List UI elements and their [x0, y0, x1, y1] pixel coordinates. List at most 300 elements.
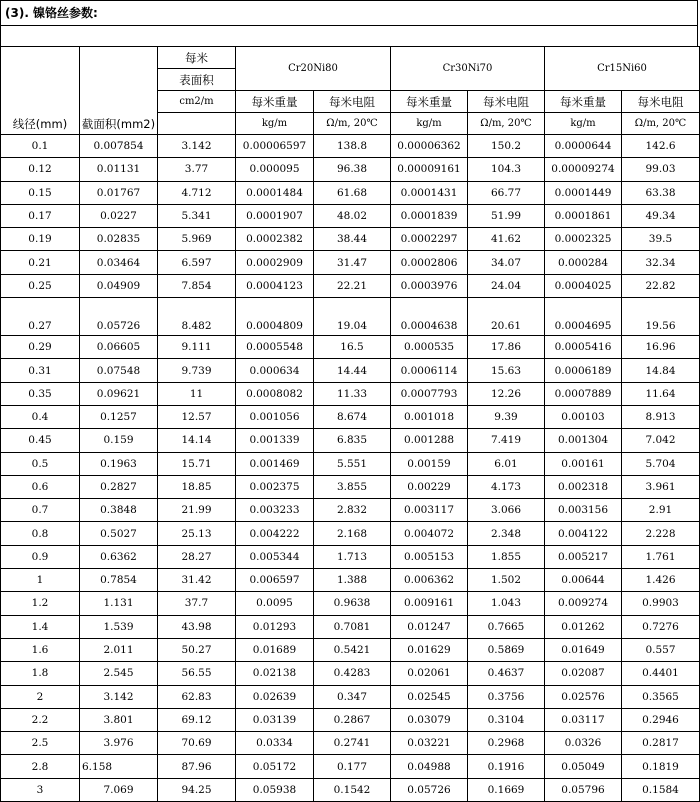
cell-surface: 12.57	[158, 405, 236, 428]
cell-w2: 0.009161	[391, 592, 468, 615]
cell-diameter: 3	[1, 778, 80, 801]
cell-surface: 43.98	[158, 615, 236, 638]
cell-surface: 25.13	[158, 522, 236, 545]
header-resistance-unit-1: Ω/m, 20℃	[314, 113, 391, 135]
cell-diameter: 0.21	[1, 251, 80, 274]
table-row	[1, 778, 700, 801]
cell-r1: 96.38	[314, 158, 391, 181]
cell-w3: 0.03117	[545, 708, 622, 731]
cell-r1: 14.44	[314, 359, 391, 382]
cell-area: 1.131	[80, 592, 158, 615]
cell-surface: 31.42	[158, 569, 236, 592]
table-row	[1, 274, 700, 297]
cell-w1: 0.0002382	[236, 228, 314, 251]
cell-w1: 0.0002909	[236, 251, 314, 274]
table-row	[1, 228, 700, 251]
cell-diameter: 0.9	[1, 545, 80, 568]
header-surface-line1: 每米	[158, 47, 236, 69]
cell-w3: 0.003156	[545, 499, 622, 522]
cell-r2: 34.07	[468, 251, 545, 274]
cell-w2: 0.03079	[391, 708, 468, 731]
cell-diameter: 0.45	[1, 429, 80, 452]
cell-r1: 0.4283	[314, 662, 391, 685]
cell-w2: 0.0006114	[391, 359, 468, 382]
cell-w1: 0.0334	[236, 732, 314, 755]
cell-w2: 0.001018	[391, 405, 468, 428]
cell-area: 0.5027	[80, 522, 158, 545]
cell-r2: 17.86	[468, 336, 545, 359]
table-row	[1, 429, 700, 452]
table-row	[1, 755, 700, 778]
cell-r3: 0.3565	[622, 685, 700, 708]
table-row	[1, 592, 700, 615]
cell-w1: 0.005344	[236, 545, 314, 568]
cell-r1: 0.2867	[314, 708, 391, 731]
cell-area: 3.142	[80, 685, 158, 708]
cell-r3: 2.91	[622, 499, 700, 522]
cell-w2: 0.00229	[391, 475, 468, 498]
cell-r2: 1.043	[468, 592, 545, 615]
cell-surface: 94.25	[158, 778, 236, 801]
cell-surface: 87.96	[158, 755, 236, 778]
cell-area: 0.1257	[80, 405, 158, 428]
table-row	[1, 158, 700, 181]
cell-diameter: 0.5	[1, 452, 80, 475]
cell-surface: 21.99	[158, 499, 236, 522]
cell-r2: 41.62	[468, 228, 545, 251]
cell-r2: 1.855	[468, 545, 545, 568]
cell-area: 0.07548	[80, 359, 158, 382]
cell-diameter: 0.15	[1, 181, 80, 204]
cell-area: 7.069	[80, 778, 158, 801]
cell-r2: 0.2968	[468, 732, 545, 755]
cell-w2: 0.01247	[391, 615, 468, 638]
header-resistance-unit-2: Ω/m, 20℃	[468, 113, 545, 135]
cell-diameter: 0.1	[1, 135, 80, 158]
cell-surface: 3.142	[158, 135, 236, 158]
cell-r2: 2.348	[468, 522, 545, 545]
cell-w3: 0.05049	[545, 755, 622, 778]
cell-w2: 0.04988	[391, 755, 468, 778]
cell-diameter: 0.25	[1, 274, 80, 297]
table-row	[1, 475, 700, 498]
cell-w3: 0.009274	[545, 592, 622, 615]
header-resistance-1: 每米电阻	[314, 91, 391, 113]
cell-r1: 19.04	[314, 298, 391, 336]
table-title: (3). 镍铬丝参数:	[0, 0, 698, 25]
cell-w1: 0.006597	[236, 569, 314, 592]
cell-diameter: 0.7	[1, 499, 80, 522]
cell-surface: 15.71	[158, 452, 236, 475]
cell-w3: 0.00644	[545, 569, 622, 592]
cell-w1: 0.0004123	[236, 274, 314, 297]
cell-w2: 0.00159	[391, 452, 468, 475]
cell-w3: 0.0001449	[545, 181, 622, 204]
cell-diameter: 0.27	[1, 298, 80, 336]
cell-r1: 138.8	[314, 135, 391, 158]
cell-w1: 0.0004809	[236, 298, 314, 336]
cell-r2: 3.066	[468, 499, 545, 522]
cell-r1: 11.33	[314, 382, 391, 405]
cell-r3: 0.7276	[622, 615, 700, 638]
table-row	[1, 181, 700, 204]
cell-surface: 3.77	[158, 158, 236, 181]
cell-w2: 0.02061	[391, 662, 468, 685]
cell-w1: 0.0001484	[236, 181, 314, 204]
cell-w2: 0.0002806	[391, 251, 468, 274]
cell-w3: 0.0004695	[545, 298, 622, 336]
cell-surface: 6.597	[158, 251, 236, 274]
cell-w3: 0.01649	[545, 638, 622, 661]
cell-w2: 0.003117	[391, 499, 468, 522]
cell-surface: 70.69	[158, 732, 236, 755]
cell-r3: 0.1819	[622, 755, 700, 778]
cell-r1: 31.47	[314, 251, 391, 274]
header-weight-3: 每米重量	[545, 91, 622, 113]
cell-r1: 0.7081	[314, 615, 391, 638]
table-row	[1, 405, 700, 428]
cell-w3: 0.00161	[545, 452, 622, 475]
cell-r3: 2.228	[622, 522, 700, 545]
cell-area: 2.011	[80, 638, 158, 661]
cell-surface: 4.712	[158, 181, 236, 204]
cell-r3: 0.4401	[622, 662, 700, 685]
cell-w1: 0.000095	[236, 158, 314, 181]
cell-w2: 0.0004638	[391, 298, 468, 336]
cell-r1: 8.674	[314, 405, 391, 428]
cell-r2: 24.04	[468, 274, 545, 297]
cell-r3: 0.9903	[622, 592, 700, 615]
cell-w3: 0.0007889	[545, 382, 622, 405]
header-weight-unit-2: kg/m	[391, 113, 468, 135]
table-row	[1, 359, 700, 382]
cell-w2: 0.0002297	[391, 228, 468, 251]
cell-area: 0.6362	[80, 545, 158, 568]
cell-w1: 0.0001907	[236, 204, 314, 227]
header-weight-2: 每米重量	[391, 91, 468, 113]
blank-row	[0, 25, 698, 46]
header-resistance-2: 每米电阻	[468, 91, 545, 113]
header-alloy-cr20ni80: Cr20Ni80	[236, 47, 391, 91]
header-alloy-cr30ni70: Cr30Ni70	[391, 47, 545, 91]
cell-diameter: 1	[1, 569, 80, 592]
cell-w2: 0.006362	[391, 569, 468, 592]
table-row	[1, 382, 700, 405]
cell-area: 0.3848	[80, 499, 158, 522]
cell-diameter: 0.19	[1, 228, 80, 251]
cell-r1: 5.551	[314, 452, 391, 475]
cell-r2: 0.7665	[468, 615, 545, 638]
cell-w1: 0.01293	[236, 615, 314, 638]
cell-r1: 0.5421	[314, 638, 391, 661]
cell-r3: 63.38	[622, 181, 700, 204]
cell-w1: 0.003233	[236, 499, 314, 522]
cell-w3: 0.004122	[545, 522, 622, 545]
header-cross-section-area: 截面积(mm2)	[80, 47, 158, 135]
cell-w3: 0.00009274	[545, 158, 622, 181]
cell-w3: 0.0326	[545, 732, 622, 755]
cell-surface: 5.341	[158, 204, 236, 227]
cell-diameter: 0.4	[1, 405, 80, 428]
cell-surface: 11	[158, 382, 236, 405]
cell-w2: 0.00009161	[391, 158, 468, 181]
cell-w2: 0.03221	[391, 732, 468, 755]
cell-r2: 12.26	[468, 382, 545, 405]
cell-area: 0.01767	[80, 181, 158, 204]
cell-surface: 56.55	[158, 662, 236, 685]
table-row	[1, 732, 700, 755]
cell-area: 0.7854	[80, 569, 158, 592]
cell-surface: 8.482	[158, 298, 236, 336]
table-row	[1, 662, 700, 685]
cell-w1: 0.02138	[236, 662, 314, 685]
cell-r1: 38.44	[314, 228, 391, 251]
cell-surface: 37.7	[158, 592, 236, 615]
cell-area: 2.545	[80, 662, 158, 685]
cell-r3: 39.5	[622, 228, 700, 251]
cell-r2: 0.5869	[468, 638, 545, 661]
cell-diameter: 1.8	[1, 662, 80, 685]
cell-r2: 20.61	[468, 298, 545, 336]
table-row	[1, 135, 700, 158]
table-row	[1, 336, 700, 359]
cell-r2: 0.3104	[468, 708, 545, 731]
header-resistance-3: 每米电阻	[622, 91, 700, 113]
header-weight-unit-3: kg/m	[545, 113, 622, 135]
cell-r3: 1.761	[622, 545, 700, 568]
cell-diameter: 0.35	[1, 382, 80, 405]
cell-r2: 15.63	[468, 359, 545, 382]
cell-r2: 104.3	[468, 158, 545, 181]
cell-r1: 6.835	[314, 429, 391, 452]
cell-w2: 0.0001839	[391, 204, 468, 227]
header-surface-unit-blank	[158, 113, 236, 135]
cell-r3: 3.961	[622, 475, 700, 498]
cell-surface: 18.85	[158, 475, 236, 498]
cell-w3: 0.0000644	[545, 135, 622, 158]
cell-r2: 6.01	[468, 452, 545, 475]
cell-r3: 22.82	[622, 274, 700, 297]
cell-diameter: 2.8	[1, 755, 80, 778]
header-weight-1: 每米重量	[236, 91, 314, 113]
cell-w3: 0.00103	[545, 405, 622, 428]
cell-w1: 0.001469	[236, 452, 314, 475]
cell-w1: 0.05172	[236, 755, 314, 778]
cell-diameter: 2.5	[1, 732, 80, 755]
cell-area: 1.539	[80, 615, 158, 638]
cell-w3: 0.02087	[545, 662, 622, 685]
cell-diameter: 1.6	[1, 638, 80, 661]
cell-w3: 0.000284	[545, 251, 622, 274]
cell-w3: 0.02576	[545, 685, 622, 708]
cell-r2: 51.99	[468, 204, 545, 227]
cell-w3: 0.001304	[545, 429, 622, 452]
cell-w3: 0.0001861	[545, 204, 622, 227]
table-row	[1, 569, 700, 592]
cell-area: 0.1963	[80, 452, 158, 475]
cell-r1: 61.68	[314, 181, 391, 204]
cell-surface: 50.27	[158, 638, 236, 661]
cell-w3: 0.05796	[545, 778, 622, 801]
cell-w3: 0.0005416	[545, 336, 622, 359]
table-row	[1, 522, 700, 545]
cell-r1: 22.21	[314, 274, 391, 297]
cell-area: 0.03464	[80, 251, 158, 274]
cell-surface: 28.27	[158, 545, 236, 568]
cell-r2: 0.4637	[468, 662, 545, 685]
cell-r3: 99.03	[622, 158, 700, 181]
table-row	[1, 499, 700, 522]
cell-r3: 14.84	[622, 359, 700, 382]
cell-r1: 0.9638	[314, 592, 391, 615]
cell-w2: 0.01629	[391, 638, 468, 661]
cell-area: 0.159	[80, 429, 158, 452]
cell-diameter: 0.12	[1, 158, 80, 181]
table-row	[1, 615, 700, 638]
cell-w3: 0.0002325	[545, 228, 622, 251]
cell-surface: 5.969	[158, 228, 236, 251]
cell-r3: 49.34	[622, 204, 700, 227]
cell-w3: 0.0004025	[545, 274, 622, 297]
cell-w1: 0.0005548	[236, 336, 314, 359]
cell-w1: 0.0008082	[236, 382, 314, 405]
cell-w2: 0.0001431	[391, 181, 468, 204]
table-row	[1, 298, 700, 336]
cell-area: 0.04909	[80, 274, 158, 297]
cell-r1: 3.855	[314, 475, 391, 498]
cell-r1: 0.2741	[314, 732, 391, 755]
cell-area: 3.976	[80, 732, 158, 755]
cell-surface: 9.739	[158, 359, 236, 382]
cell-area: 3.801	[80, 708, 158, 731]
cell-w2: 0.005153	[391, 545, 468, 568]
cell-surface: 69.12	[158, 708, 236, 731]
header-resistance-unit-3: Ω/m, 20℃	[622, 113, 700, 135]
cell-w2: 0.0003976	[391, 274, 468, 297]
cell-r3: 19.56	[622, 298, 700, 336]
cell-r1: 16.5	[314, 336, 391, 359]
cell-area: 0.09621	[80, 382, 158, 405]
cell-diameter: 0.8	[1, 522, 80, 545]
cell-w1: 0.004222	[236, 522, 314, 545]
cell-w2: 0.004072	[391, 522, 468, 545]
cell-area: 6.158	[80, 755, 158, 778]
cell-diameter: 1.4	[1, 615, 80, 638]
cell-w1: 0.002375	[236, 475, 314, 498]
cell-w1: 0.0095	[236, 592, 314, 615]
cell-surface: 14.14	[158, 429, 236, 452]
cell-w2: 0.001288	[391, 429, 468, 452]
cell-r3: 5.704	[622, 452, 700, 475]
cell-w3: 0.002318	[545, 475, 622, 498]
cell-r3: 1.426	[622, 569, 700, 592]
cell-w1: 0.05938	[236, 778, 314, 801]
cell-area: 0.06605	[80, 336, 158, 359]
cell-w1: 0.03139	[236, 708, 314, 731]
table-row	[1, 452, 700, 475]
cell-diameter: 0.29	[1, 336, 80, 359]
header-surface-line2: 表面积	[158, 69, 236, 91]
cell-r2: 0.1669	[468, 778, 545, 801]
cell-area: 0.02835	[80, 228, 158, 251]
cell-r2: 4.173	[468, 475, 545, 498]
cell-diameter: 1.2	[1, 592, 80, 615]
table-row	[1, 685, 700, 708]
cell-diameter: 2	[1, 685, 80, 708]
nichrome-parameter-table	[0, 46, 700, 802]
cell-area: 0.0227	[80, 204, 158, 227]
header-diameter: 线径(mm)	[1, 47, 80, 135]
cell-r3: 142.6	[622, 135, 700, 158]
cell-r1: 0.1542	[314, 778, 391, 801]
cell-area: 0.007854	[80, 135, 158, 158]
cell-area: 0.01131	[80, 158, 158, 181]
table-row	[1, 545, 700, 568]
cell-r1: 2.832	[314, 499, 391, 522]
cell-surface: 62.83	[158, 685, 236, 708]
cell-w1: 0.001339	[236, 429, 314, 452]
cell-surface: 7.854	[158, 274, 236, 297]
cell-r2: 0.3756	[468, 685, 545, 708]
cell-r1: 48.02	[314, 204, 391, 227]
cell-surface: 9.111	[158, 336, 236, 359]
cell-area: 0.2827	[80, 475, 158, 498]
cell-r3: 8.913	[622, 405, 700, 428]
cell-r2: 150.2	[468, 135, 545, 158]
cell-w2: 0.05726	[391, 778, 468, 801]
cell-w2: 0.0007793	[391, 382, 468, 405]
header-alloy-cr15ni60: Cr15Ni60	[545, 47, 700, 91]
cell-area: 0.05726	[80, 298, 158, 336]
cell-r2: 9.39	[468, 405, 545, 428]
cell-r1: 0.177	[314, 755, 391, 778]
cell-w1: 0.01689	[236, 638, 314, 661]
table-row	[1, 708, 700, 731]
cell-r1: 1.388	[314, 569, 391, 592]
cell-r3: 11.64	[622, 382, 700, 405]
table-row	[1, 638, 700, 661]
cell-w2: 0.000535	[391, 336, 468, 359]
cell-w2: 0.02545	[391, 685, 468, 708]
cell-r2: 7.419	[468, 429, 545, 452]
cell-w3: 0.0006189	[545, 359, 622, 382]
cell-w1: 0.02639	[236, 685, 314, 708]
cell-r1: 1.713	[314, 545, 391, 568]
cell-r3: 0.557	[622, 638, 700, 661]
cell-r3: 0.1584	[622, 778, 700, 801]
cell-r1: 0.347	[314, 685, 391, 708]
cell-r3: 7.042	[622, 429, 700, 452]
cell-w2: 0.00006362	[391, 135, 468, 158]
cell-diameter: 2.2	[1, 708, 80, 731]
header-weight-unit-1: kg/m	[236, 113, 314, 135]
table-row	[1, 204, 700, 227]
cell-r3: 32.34	[622, 251, 700, 274]
cell-w1: 0.001056	[236, 405, 314, 428]
cell-w3: 0.01262	[545, 615, 622, 638]
cell-r2: 66.77	[468, 181, 545, 204]
cell-r2: 0.1916	[468, 755, 545, 778]
cell-w1: 0.000634	[236, 359, 314, 382]
cell-diameter: 0.31	[1, 359, 80, 382]
cell-r3: 0.2817	[622, 732, 700, 755]
cell-w3: 0.005217	[545, 545, 622, 568]
cell-r2: 1.502	[468, 569, 545, 592]
cell-r3: 0.2946	[622, 708, 700, 731]
cell-diameter: 0.6	[1, 475, 80, 498]
cell-diameter: 0.17	[1, 204, 80, 227]
table-row	[1, 251, 700, 274]
